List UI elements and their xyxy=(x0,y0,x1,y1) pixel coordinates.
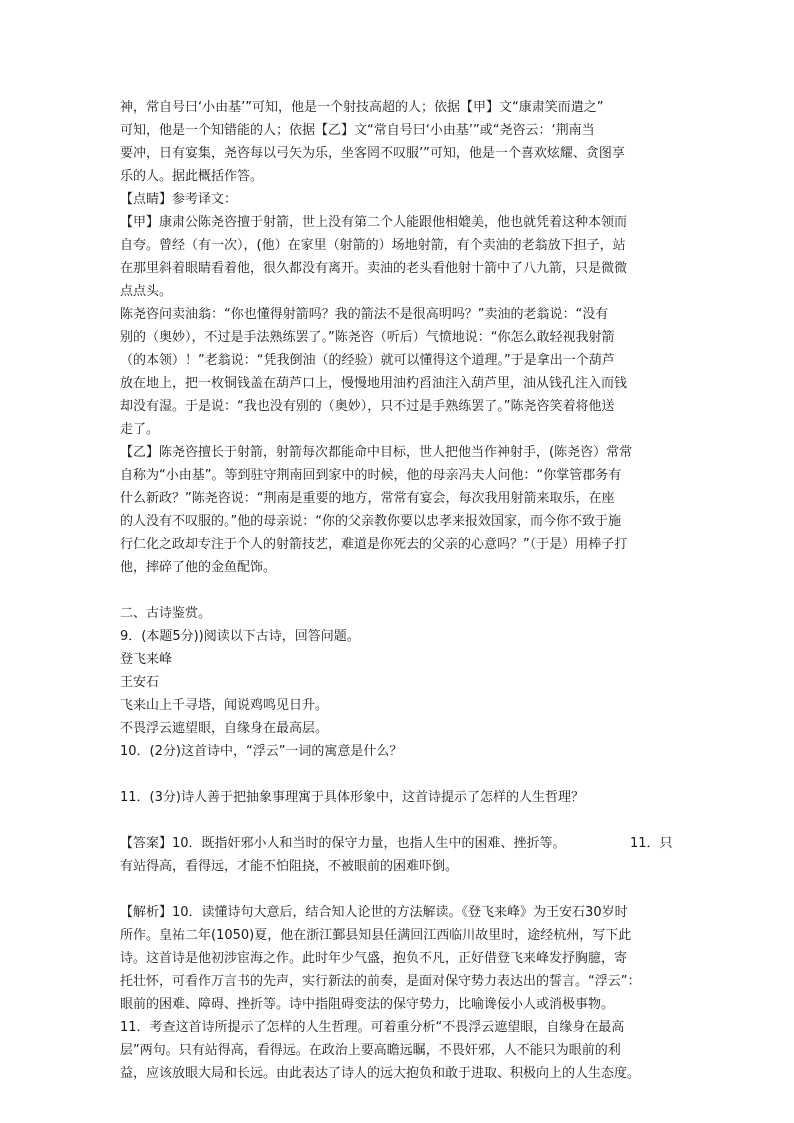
text-line: 点点头。 xyxy=(120,284,173,299)
text-line: 自夸。曾经（有一次），(他）在家里（射箭的）场地射箭，有个卖油的老翁放下担子，站 xyxy=(120,238,626,253)
analysis-line: 眼前的困难、障碍、挫折等。诗中指阻碍变法的保守势力，比喻谗佞小人或消极事物。 xyxy=(120,997,615,1012)
text-line: 陈尧咨问卖油翁：“你也懂得射箭吗？我的箭法不是很高明吗？”卖油的老翁说：“没有 xyxy=(120,307,609,322)
text-line: 放在地上，把一枚铜钱盖在葫芦口上，慢慢地用油杓舀油注入葫芦里，油从钱孔注入而钱 xyxy=(120,376,628,391)
analysis-line: 所作。皇祐二年(1050)夏，他在浙江鄞县知县任满回江西临川故里时，途经杭州，写下此 xyxy=(120,928,632,943)
section-heading: 二、古诗鉴赏。 xyxy=(120,606,212,621)
analysis-line: 益，应该放眼大局和长远。由此表达了诗人的远大抱负和敢于进取、积极向上的人生态度。 xyxy=(120,1066,641,1081)
analysis-line: 诗。这首诗是他初涉宦海之作。此时年少气盛，抱负不凡，正好借登飞来峰发抒胸臆，寄 xyxy=(120,951,628,966)
text-line: 什么新政？”陈尧咨说：“荆南是重要的地方，常常有宴会，每次我用射箭来取乐，在座 xyxy=(120,491,615,506)
text-line: 可知，他是一个知错能的人；依据【乙】文“常自号曰‘小由基’”或“尧咨云：‘荆南当 xyxy=(120,123,595,138)
analysis-line: 11．考查这首诗所提示了怎样的人生哲理。可着重分析“不畏浮云遮望眼，自缘身在最高 xyxy=(120,1020,625,1035)
text-line: （的本领）！”老翁说：“凭我倒油（的经验）就可以懂得这个道理。”于是拿出一个葫芦 xyxy=(120,353,615,368)
translation-yi xyxy=(120,441,680,579)
analysis-line: 托壮怀，可看作万言书的先声，实行新法的前奏，是面对保守势力表达出的誓言。“浮云”： xyxy=(120,974,641,989)
dianjing-heading: 【点睛】参考译文： xyxy=(120,192,238,207)
text-line: 却没有湿。于是说：“我也没有别的（奥妙），只不过是手熟练罢了。”陈尧咨笑着将他送 xyxy=(120,399,615,414)
text-line: 走了。 xyxy=(120,422,160,437)
explanation-paragraph xyxy=(120,96,680,188)
poem-line: 不畏浮云遮望眼，自缘身在最高层。 xyxy=(120,721,329,736)
text-line: 在那里斜着眼睛看着他，很久都没有离开。卖油的老头看他射十箭中了八九箭，只是微微 xyxy=(120,261,628,276)
text-line: 神，常自号曰‘小由基’”可知，他是一个射技高超的人；依据【甲】文“康肃笑而遣之” xyxy=(120,100,604,115)
analysis-line xyxy=(120,901,680,924)
text-line: 行仁化之政却专注于个人的射箭技艺，难道是你死去的父亲的心意吗？”（于是）用棒子打 xyxy=(120,537,628,552)
analysis-line: 层”两句。只有站得高，看得远。在政治上要高瞻远瞩，不畏奸邪，人不能只为眼前的利 xyxy=(120,1043,621,1058)
poem-line: 飞来山上千寻塔，闻说鸡鸣见日升。 xyxy=(120,698,329,713)
answer-10: 10．既指奸邪小人和当时的保守力量，也指人生中的困难、挫折等。 xyxy=(172,836,566,851)
text-line: 乐的人。据此概括作答。 xyxy=(120,169,264,184)
analysis-text: 10．读懂诗句大意后，结合知人论世的方法解读。《登飞来峰》为王安石30岁时 xyxy=(172,905,628,920)
answer-11-cont: 有站得高，看得远，才能不怕阻挠，不被眼前的困难吓倒。 xyxy=(120,859,459,874)
analysis-block xyxy=(120,901,680,1085)
answer-11-start: 11．只 xyxy=(630,836,673,851)
text-line: 他，摔碎了他的金鱼配饰。 xyxy=(120,560,277,575)
question-9: 9．(本题5分))阅读以下古诗，回答问题。 xyxy=(120,629,360,644)
document-body xyxy=(120,96,680,1085)
text-line: 自称为“小由基”。等到驻守荆南回到家中的时候，他的母亲冯夫人问他：“你掌管郡务有 xyxy=(120,468,622,483)
question-11: 11．(3分)诗人善于把抽象事理寓于具体形象中，这首诗提示了怎样的人生哲理？ xyxy=(120,790,584,805)
poem-title: 登飞来峰 xyxy=(120,652,173,667)
answer-block xyxy=(120,832,680,878)
answer-label: 【答案】 xyxy=(120,836,173,851)
question-10: 10．(2分)这首诗中，“浮云”一词的寓意是什么？ xyxy=(120,744,403,759)
analysis-label: 【解析】 xyxy=(120,905,173,920)
answer-line xyxy=(120,832,680,855)
text-line: 的人没有不叹服的。”他的母亲说：“你的父亲教你要以忠孝来报效国家，而今你不致于施 xyxy=(120,514,621,529)
text-line: 【甲】康肃公陈尧咨擅于射箭，世上没有第二个人能跟他相媲美，他也就凭着这种本领而 xyxy=(120,215,628,230)
translation-jia xyxy=(120,211,680,441)
text-line: 别的（奥妙），不过是手法熟练罢了。”陈尧咨（听后）气愤地说：“你怎么敢轻视我射箭 xyxy=(120,330,615,345)
text-line: 【乙】陈尧咨擅长于射箭，射箭每次都能命中目标，世人把他当作神射手，(陈尧咨）常常 xyxy=(120,445,633,460)
poem-author: 王安石 xyxy=(120,675,160,690)
text-line: 要冲，日有宴集，尧咨每以弓矢为乐，坐客罔不叹服’”可知，他是一个喜欢炫耀、贪图享 xyxy=(120,146,625,161)
